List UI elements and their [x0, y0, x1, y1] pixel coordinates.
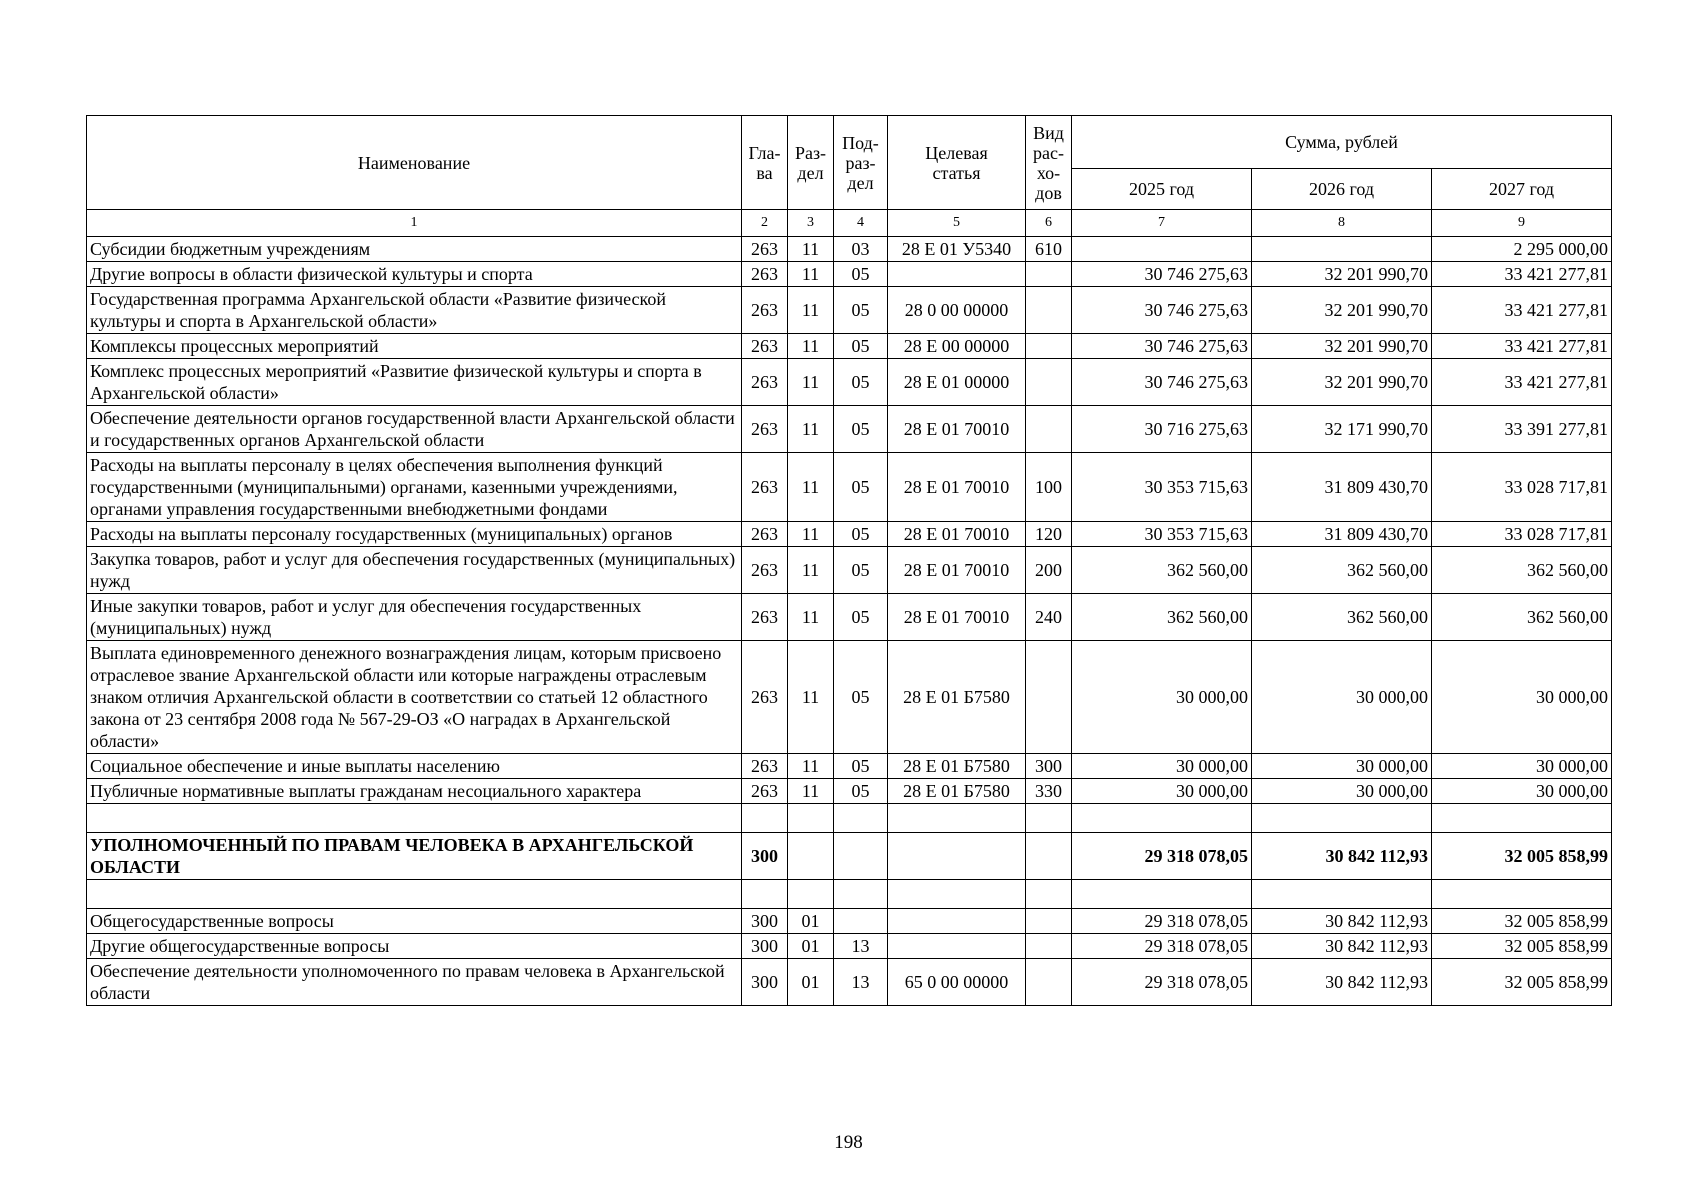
cell-vid	[1026, 406, 1072, 453]
cell-name: Обеспечение деятельности уполномоченного по правам человека в Архангельской области	[87, 959, 742, 1006]
cell-name: Обеспечение деятельности органов государственной власти Архангельской области и государственных органов Архангельской области	[87, 406, 742, 453]
column-number: 5	[888, 210, 1026, 237]
cell-y2025: 29 318 078,05	[1072, 909, 1252, 934]
cell-podrazdel: 03	[834, 237, 888, 262]
cell-target: 28 Е 01 00000	[888, 359, 1026, 406]
cell-name: Государственная программа Архангельской области «Развитие физической культуры и спорта в Архангельской области»	[87, 287, 742, 334]
header-podrazdel: Под- раз- дел	[834, 116, 888, 210]
cell-podrazdel: 13	[834, 934, 888, 959]
cell-podrazdel: 05	[834, 359, 888, 406]
cell-glava: 300	[742, 959, 788, 1006]
header-name: Наименование	[87, 116, 742, 210]
cell-podrazdel: 05	[834, 406, 888, 453]
table-row	[87, 909, 1612, 934]
cell-name: Публичные нормативные выплаты гражданам несоциального характера	[87, 779, 742, 804]
table-row	[87, 522, 1612, 547]
cell-target	[888, 804, 1026, 833]
cell-y2027: 33 421 277,81	[1432, 359, 1612, 406]
cell-podrazdel	[834, 880, 888, 909]
cell-name	[87, 880, 742, 909]
cell-name: Расходы на выплаты персоналу в целях обеспечения выполнения функций государственными (муниципальными) органами, казенными учреждениями, органами управления государственными внебюджетными фондами	[87, 453, 742, 522]
cell-target: 28 Е 01 70010	[888, 453, 1026, 522]
cell-glava: 263	[742, 547, 788, 594]
table-row	[87, 406, 1612, 453]
cell-vid	[1026, 641, 1072, 754]
cell-y2026: 30 000,00	[1252, 779, 1432, 804]
cell-podrazdel: 05	[834, 287, 888, 334]
table-row-blank	[87, 880, 1612, 909]
cell-y2026	[1252, 880, 1432, 909]
cell-glava: 263	[742, 453, 788, 522]
cell-razdel: 11	[788, 594, 834, 641]
cell-y2026	[1252, 237, 1432, 262]
cell-y2025: 29 318 078,05	[1072, 959, 1252, 1006]
cell-razdel: 11	[788, 522, 834, 547]
cell-vid	[1026, 934, 1072, 959]
budget-table	[86, 115, 1612, 1006]
cell-y2025: 30 000,00	[1072, 641, 1252, 754]
table-row	[87, 833, 1612, 880]
cell-y2025: 30 746 275,63	[1072, 287, 1252, 334]
cell-glava: 263	[742, 522, 788, 547]
cell-y2026: 30 842 112,93	[1252, 833, 1432, 880]
header-year-2025: 2025 год	[1072, 169, 1252, 210]
table-row	[87, 959, 1612, 1006]
header-razdel: Раз- дел	[788, 116, 834, 210]
cell-y2027: 33 028 717,81	[1432, 522, 1612, 547]
cell-y2026: 362 560,00	[1252, 594, 1432, 641]
cell-razdel	[788, 804, 834, 833]
table-row-blank	[87, 804, 1612, 833]
cell-y2027: 32 005 858,99	[1432, 959, 1612, 1006]
cell-y2026: 31 809 430,70	[1252, 453, 1432, 522]
cell-podrazdel: 05	[834, 641, 888, 754]
table-body	[87, 237, 1612, 1006]
cell-glava: 263	[742, 641, 788, 754]
cell-razdel: 11	[788, 453, 834, 522]
cell-y2026: 32 171 990,70	[1252, 406, 1432, 453]
cell-target: 28 Е 01 У5340	[888, 237, 1026, 262]
column-number: 9	[1432, 210, 1612, 237]
cell-target: 28 Е 01 Б7580	[888, 754, 1026, 779]
cell-y2027: 33 421 277,81	[1432, 287, 1612, 334]
cell-glava	[742, 804, 788, 833]
cell-vid	[1026, 804, 1072, 833]
cell-glava: 300	[742, 934, 788, 959]
cell-glava: 263	[742, 779, 788, 804]
cell-razdel: 11	[788, 262, 834, 287]
cell-target: 28 0 00 00000	[888, 287, 1026, 334]
table-row	[87, 547, 1612, 594]
cell-target: 28 Е 00 00000	[888, 334, 1026, 359]
cell-vid: 100	[1026, 453, 1072, 522]
cell-y2026: 30 000,00	[1252, 754, 1432, 779]
header-vid: Вид рас- хо- дов	[1026, 116, 1072, 210]
cell-razdel	[788, 833, 834, 880]
cell-y2026: 32 201 990,70	[1252, 334, 1432, 359]
cell-glava: 263	[742, 359, 788, 406]
cell-glava: 263	[742, 406, 788, 453]
cell-glava: 300	[742, 909, 788, 934]
cell-y2025: 362 560,00	[1072, 594, 1252, 641]
cell-y2025: 30 746 275,63	[1072, 359, 1252, 406]
cell-razdel: 11	[788, 754, 834, 779]
cell-razdel: 11	[788, 406, 834, 453]
column-number: 3	[788, 210, 834, 237]
cell-glava: 263	[742, 334, 788, 359]
cell-target: 28 Е 01 70010	[888, 547, 1026, 594]
cell-y2025	[1072, 804, 1252, 833]
cell-y2025: 30 000,00	[1072, 779, 1252, 804]
cell-vid: 200	[1026, 547, 1072, 594]
cell-y2025: 30 746 275,63	[1072, 262, 1252, 287]
page-number: 198	[834, 1132, 863, 1153]
cell-razdel: 01	[788, 959, 834, 1006]
cell-vid	[1026, 359, 1072, 406]
cell-y2027: 30 000,00	[1432, 754, 1612, 779]
cell-y2025: 29 318 078,05	[1072, 934, 1252, 959]
cell-y2027: 33 421 277,81	[1432, 262, 1612, 287]
cell-name: Расходы на выплаты персоналу государственных (муниципальных) органов	[87, 522, 742, 547]
cell-vid	[1026, 262, 1072, 287]
cell-name: Субсидии бюджетным учреждениям	[87, 237, 742, 262]
column-number: 6	[1026, 210, 1072, 237]
cell-podrazdel: 05	[834, 779, 888, 804]
cell-razdel	[788, 880, 834, 909]
table-row	[87, 287, 1612, 334]
table-row	[87, 934, 1612, 959]
table-row	[87, 237, 1612, 262]
cell-y2025: 362 560,00	[1072, 547, 1252, 594]
cell-y2025: 30 000,00	[1072, 754, 1252, 779]
column-number: 2	[742, 210, 788, 237]
cell-podrazdel	[834, 833, 888, 880]
cell-vid	[1026, 334, 1072, 359]
cell-name: Комплекс процессных мероприятий «Развитие физической культуры и спорта в Архангельской области»	[87, 359, 742, 406]
cell-y2025	[1072, 880, 1252, 909]
cell-razdel: 11	[788, 237, 834, 262]
cell-name	[87, 804, 742, 833]
cell-name: Общегосударственные вопросы	[87, 909, 742, 934]
cell-glava	[742, 880, 788, 909]
cell-podrazdel: 05	[834, 262, 888, 287]
column-number-row	[87, 210, 1612, 237]
cell-y2025: 30 746 275,63	[1072, 334, 1252, 359]
cell-razdel: 11	[788, 287, 834, 334]
cell-y2026: 32 201 990,70	[1252, 359, 1432, 406]
cell-razdel: 11	[788, 547, 834, 594]
cell-razdel: 01	[788, 909, 834, 934]
cell-vid	[1026, 833, 1072, 880]
table-row	[87, 453, 1612, 522]
cell-y2026: 30 842 112,93	[1252, 934, 1432, 959]
cell-y2026: 31 809 430,70	[1252, 522, 1432, 547]
cell-y2027: 32 005 858,99	[1432, 909, 1612, 934]
cell-vid	[1026, 959, 1072, 1006]
cell-y2026: 30 842 112,93	[1252, 909, 1432, 934]
cell-vid	[1026, 880, 1072, 909]
cell-vid: 610	[1026, 237, 1072, 262]
column-number: 8	[1252, 210, 1432, 237]
cell-glava: 263	[742, 262, 788, 287]
cell-name: Социальное обеспечение и иные выплаты населению	[87, 754, 742, 779]
cell-y2026: 32 201 990,70	[1252, 287, 1432, 334]
cell-podrazdel: 13	[834, 959, 888, 1006]
cell-target: 28 Е 01 Б7580	[888, 779, 1026, 804]
column-number: 7	[1072, 210, 1252, 237]
cell-glava: 263	[742, 237, 788, 262]
cell-y2025: 30 353 715,63	[1072, 522, 1252, 547]
cell-vid: 120	[1026, 522, 1072, 547]
cell-name: Комплексы процессных мероприятий	[87, 334, 742, 359]
cell-y2027: 362 560,00	[1432, 547, 1612, 594]
cell-y2027: 362 560,00	[1432, 594, 1612, 641]
cell-glava: 300	[742, 833, 788, 880]
cell-razdel: 11	[788, 779, 834, 804]
cell-target: 28 Е 01 70010	[888, 406, 1026, 453]
cell-podrazdel: 05	[834, 594, 888, 641]
cell-podrazdel: 05	[834, 522, 888, 547]
cell-target	[888, 909, 1026, 934]
cell-target: 28 Е 01 70010	[888, 594, 1026, 641]
cell-target: 28 Е 01 70010	[888, 522, 1026, 547]
cell-vid	[1026, 909, 1072, 934]
cell-y2027: 32 005 858,99	[1432, 833, 1612, 880]
cell-target	[888, 262, 1026, 287]
cell-glava: 263	[742, 287, 788, 334]
header-year-2027: 2027 год	[1432, 169, 1612, 210]
table-row	[87, 779, 1612, 804]
cell-y2027	[1432, 804, 1612, 833]
header-year-2026: 2026 год	[1252, 169, 1432, 210]
cell-vid	[1026, 287, 1072, 334]
cell-vid: 240	[1026, 594, 1072, 641]
cell-target: 65 0 00 00000	[888, 959, 1026, 1006]
cell-podrazdel	[834, 804, 888, 833]
cell-razdel: 01	[788, 934, 834, 959]
cell-y2026: 362 560,00	[1252, 547, 1432, 594]
column-number: 1	[87, 210, 742, 237]
cell-y2027: 33 028 717,81	[1432, 453, 1612, 522]
header-target: Целевая статья	[888, 116, 1026, 210]
cell-name: Закупка товаров, работ и услуг для обеспечения государственных (муниципальных) нужд	[87, 547, 742, 594]
cell-y2027: 2 295 000,00	[1432, 237, 1612, 262]
cell-podrazdel	[834, 909, 888, 934]
table-row	[87, 359, 1612, 406]
cell-y2025: 30 353 715,63	[1072, 453, 1252, 522]
cell-y2027: 30 000,00	[1432, 641, 1612, 754]
cell-glava: 263	[742, 754, 788, 779]
column-number: 4	[834, 210, 888, 237]
cell-y2027: 30 000,00	[1432, 779, 1612, 804]
cell-podrazdel: 05	[834, 754, 888, 779]
cell-y2027: 33 391 277,81	[1432, 406, 1612, 453]
cell-name: Другие вопросы в области физической культуры и спорта	[87, 262, 742, 287]
cell-podrazdel: 05	[834, 334, 888, 359]
cell-name: Выплата единовременного денежного вознаграждения лицам, которым присвоено отраслевое звание Архангельской области или которые награждены отраслевым знаком отличия Архангельской области в соответствии со статьей 12 областного закона от 23 сентября 2008 года № 567-29-ОЗ «О наградах в Архангельской области»	[87, 641, 742, 754]
cell-target	[888, 833, 1026, 880]
cell-podrazdel: 05	[834, 453, 888, 522]
cell-y2027	[1432, 880, 1612, 909]
cell-y2025: 30 716 275,63	[1072, 406, 1252, 453]
cell-razdel: 11	[788, 359, 834, 406]
cell-y2025: 29 318 078,05	[1072, 833, 1252, 880]
cell-target	[888, 880, 1026, 909]
cell-y2027: 33 421 277,81	[1432, 334, 1612, 359]
cell-target: 28 Е 01 Б7580	[888, 641, 1026, 754]
header-sum: Сумма, рублей	[1072, 116, 1612, 169]
cell-razdel: 11	[788, 641, 834, 754]
cell-y2027: 32 005 858,99	[1432, 934, 1612, 959]
cell-y2026	[1252, 804, 1432, 833]
cell-podrazdel: 05	[834, 547, 888, 594]
cell-name: УПОЛНОМОЧЕННЫЙ ПО ПРАВАМ ЧЕЛОВЕКА В АРХАНГЕЛЬСКОЙ ОБЛАСТИ	[87, 833, 742, 880]
table-row	[87, 334, 1612, 359]
cell-razdel: 11	[788, 334, 834, 359]
table-row	[87, 262, 1612, 287]
table-row	[87, 754, 1612, 779]
cell-y2025	[1072, 237, 1252, 262]
cell-y2026: 32 201 990,70	[1252, 262, 1432, 287]
cell-target	[888, 934, 1026, 959]
cell-name: Иные закупки товаров, работ и услуг для обеспечения государственных (муниципальных) нужд	[87, 594, 742, 641]
cell-vid: 300	[1026, 754, 1072, 779]
cell-y2026: 30 842 112,93	[1252, 959, 1432, 1006]
cell-name: Другие общегосударственные вопросы	[87, 934, 742, 959]
table-row	[87, 594, 1612, 641]
cell-y2026: 30 000,00	[1252, 641, 1432, 754]
header-glava: Гла- ва	[742, 116, 788, 210]
cell-glava: 263	[742, 594, 788, 641]
table-row	[87, 641, 1612, 754]
cell-vid: 330	[1026, 779, 1072, 804]
